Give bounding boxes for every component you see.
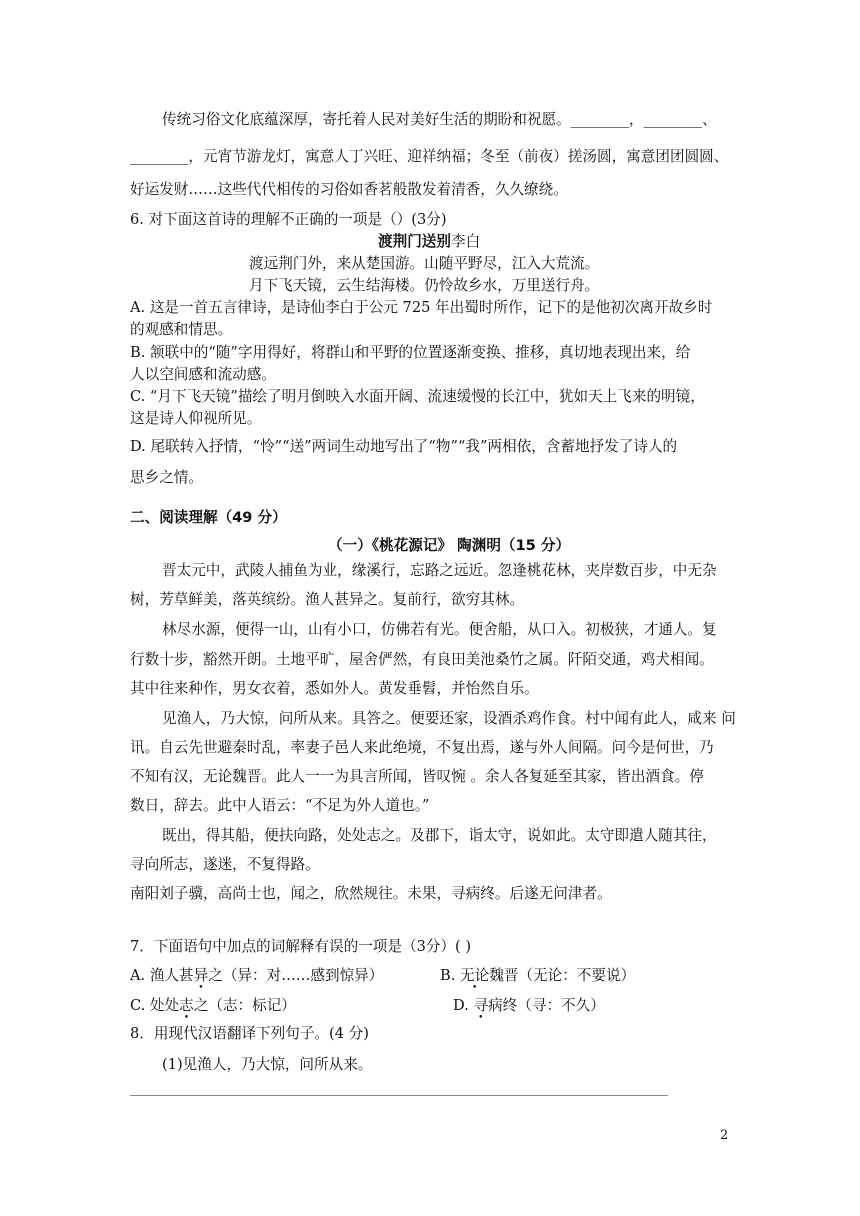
reading-subheading: （一）《桃花源记》 陶渊明（15 分） [328, 537, 571, 554]
poem-line-1: 渡远荆门外，来从楚国游。山随平野尽，江入大荒流。 [249, 255, 600, 272]
passage-line: 林尽水源，便得一山，山有小口，仿佛若有光。便舍船，从口入。初极狭，才通人。复 [162, 621, 717, 638]
q6-option-c-line-1: C. “月下飞天镜”描绘了明月倒映入水面开阔、流速缓慢的长江中，犹如天上飞来的明镜， [130, 388, 705, 405]
intro-line-2: ________，元宵节游龙灯，寓意人丁兴旺、迎祥纳福；冬至（前夜）搓汤圆，寓意团团圆圆、 [130, 148, 729, 165]
q8-stem: 8．用现代汉语翻译下列句子。(4 分) [130, 1025, 369, 1042]
q6-option-b-line-2: 人以空间感和流动感。 [130, 366, 276, 383]
q7-option-d: D. 寻病终（寻：不久） [453, 997, 605, 1014]
dotted-word: 异 [193, 967, 209, 984]
intro-line-1: 传统习俗文化底蕴深厚，寄托着人民对美好生活的期盼和祝愿。________，________、 [162, 111, 717, 128]
page-number: 2 [720, 1128, 729, 1143]
q7-option-a: A. 渔人甚异之（异：对……感到惊异） [130, 967, 384, 984]
passage-line: 寻向所志，遂迷，不复得路。 [130, 856, 320, 873]
q6-option-d-line-2: 思乡之情。 [130, 469, 203, 486]
q6-option-c-line-2: 这是诗人仰视所见。 [130, 410, 262, 427]
passage-line: 数日，辞去。此中人语云：“不足为外人道也。” [130, 797, 430, 814]
poem-title: 渡荆门送别 [378, 233, 451, 250]
q7-stem: 7．下面语句中加点的词解释有误的一项是（3分）( ) [130, 938, 472, 955]
passage-line: 晋太元中，武陵人捕鱼为业，缘溪行，忘路之远近。忽逢桃花林，夹岸数百步，中无杂 [162, 562, 717, 579]
q6-option-a-line-2: 的观感和情思。 [130, 321, 233, 338]
passage-line: 不知有汉，无论魏晋。此人一一为具言所闻，皆叹惋 。余人各复延至其家，皆出酒食。停 [130, 768, 704, 785]
q6-option-b-line-1: B. 颔联中的“随”字用得好，将群山和平野的位置逐渐变换、推移，真切地表现出来，给 [130, 344, 691, 361]
poem-heading [378, 232, 480, 252]
poem-line-2: 月下飞天镜，云生结海楼。仍怜故乡水，万里送行舟。 [249, 277, 600, 294]
poem-author: 李白 [450, 233, 481, 250]
passage-line: 其中往来种作，男女衣着，悉如外人。黄发垂髫，并怡然自乐。 [130, 680, 539, 697]
q7-option-c: C. 处处志之（志：标记） [130, 997, 296, 1014]
q7-option-b: B. 无论魏晋（无论：不要说） [440, 967, 636, 984]
passage-line: 树，芳草鲜美，落英缤纷。渔人甚异之。复前行，欲穷其林。 [130, 591, 525, 608]
answer-line [130, 1095, 668, 1096]
dotted-word: 无论 [460, 967, 490, 984]
passage-line: 既出，得其船，便扶向路，处处志之。及郡下，诣太守，说如此。太守即遣人随其往， [162, 827, 717, 844]
q6-option-a-line-1: A. 这是一首五言律诗，是诗仙李白于公元 725 年出蜀时所作，记下的是他初次离开故乡时 [130, 299, 713, 316]
q6-stem: 6. 对下面这首诗的理解不正确的一项是（）(3分) [130, 211, 447, 228]
passage-line: 见渔人，乃大惊，问所从来。具答之。便要还家，设酒杀鸡作食。村中闻有此人，咸来 问 [162, 710, 736, 727]
q6-option-d-line-1: D. 尾联转入抒情，“怜”“送”两词生动地写出了“物”“我”两相依，含蓄地抒发了诗人的 [130, 438, 678, 455]
dotted-word: 志 [179, 997, 194, 1014]
intro-line-3: 好运发财……这些代代相传的习俗如香茗般散发着清香，久久缭绕。 [130, 181, 568, 198]
passage-line: 讯。自云先世避秦时乱，率妻子邑人来此绝境，不复出焉，遂与外人间隔。问今是何世，乃 [130, 739, 714, 756]
passage-line: 南阳刘子骥，高尚士也，闻之，欣然规往。未果，寻病终。后遂无问津者。 [130, 885, 612, 902]
passage-line: 行数十步，豁然开朗。土地平旷，屋舍俨然，有良田美池桑竹之属。阡陌交通，鸡犬相闻。 [130, 651, 714, 668]
q8-item-1: (1)见渔人，乃大惊，问所从来。 [162, 1056, 373, 1073]
section-2-heading: 二、阅读理解（49 分） [130, 509, 287, 526]
dotted-word: 寻 [473, 997, 489, 1014]
